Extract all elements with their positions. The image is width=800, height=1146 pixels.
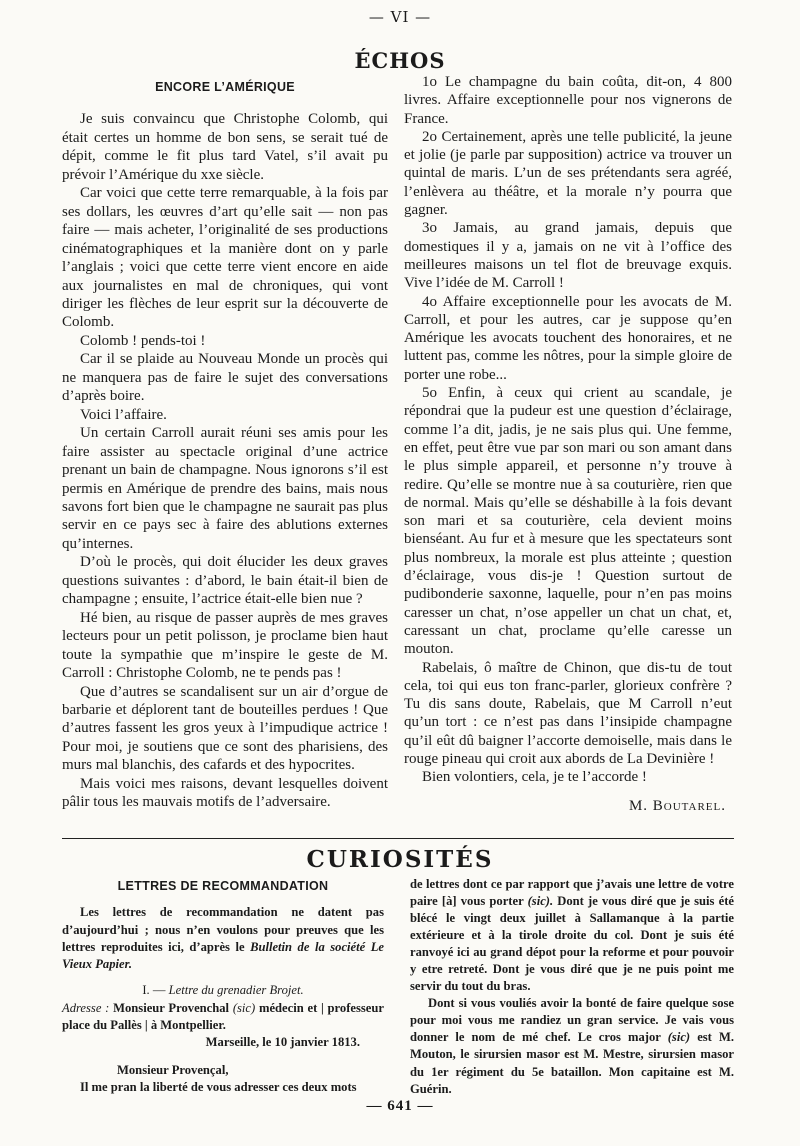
article-subtitle: LETTRES DE RECOMMANDATION [117,879,329,893]
paragraph: Mais voici mes raisons, devant lesquelles doivent pâlir tous les mauvais motifs de l’adversaire. [62,775,388,811]
address-text: médecin et | professeur place du Pallès | à Montpellier. [62,1000,384,1033]
paragraph: 3o Jamais, au grand jamais, depuis que domestiques il y a, jamais on ne vit à l’office des meilleures maisons un tel flot de breuvage exquis. Vive l’idée de M. Carroll ! [404,220,732,292]
letter-text: est M. Mouton, le sirursien masor est M. Mestre, sirursien masor du 1er régiment du 5e bataillon. Mon capitaine est M. Guérin. [410,1030,734,1096]
letter-text: de lettres dont ce par rapport que j’avais une lettre de votre paire [à] vous porter [410,877,734,909]
letter-title: Lettre du grenadier Brojet. [168,983,304,998]
sic-note: (sic) [667,1030,691,1045]
paragraph: Bien volontiers, cela, je te l’accorde ! [422,769,647,786]
paragraph: Car il se plaide au Nouveau Monde un procès qui ne manquera pas de faire le sujet des conversations d’après boire. [62,351,388,405]
paragraph: Un certain Carroll aurait réuni ses amis pour les faire assister au spectacle original d’une actrice prenant un bain de champagne. Nous ignorons s’il est permis en Amérique de prendre des bains, mais nous savons fort bien que le champagne ne saurait pas plus servir en ce pays sec à faire des ablutions externes qu’internes. [62,425,388,552]
letter-heading [62,982,384,999]
paragraph: 4o Affaire exceptionnelle pour les avocats de M. Carroll, et pour les autres, car je suppose qu’en Amérique les avocats touchent des honoraires, et ne luttent pas, comme les nôtres, pour la simple gloire de porter une robe... [404,293,732,383]
sic-note: (sic). [527,894,554,909]
paragraph: 2o Certainement, après une telle publicité, la jeune et jolie (je parle par supposition) actrice va trouver un quintal de maris. L’un de ses prétendants sera agréé, l’enlèvera au théâtre, et la morale n’y pourra que gagner. [404,128,732,219]
letter-paragraph [410,995,734,1097]
address-text: Monsieur Provenchal [109,1000,233,1015]
letter-paragraph [410,876,734,995]
paragraph: Car voici que cette terre remarquable, à la fois par ses dollars, les œuvres d’art qu’elle sait — non pas faire — mais acheter, l’originalité de ses productions cinématographiques et la manière dont on y parle l’anglais ; voici que cette terre vient encore en aide aux journalistes en mal de chroniques, qui vont diriger les flèches de leur esprit sur la découverte de Colomb. [62,185,388,331]
paragraph: 1o Le champagne du bain coûta, dit-on, 4 800 livres. Affaire exceptionnelle pour nos vignerons de France. [404,74,732,127]
letter-address [62,1000,384,1035]
article-subtitle: ENCORE L’AMÉRIQUE [155,80,295,94]
paragraph: Colomb ! pends-toi ! [80,332,206,349]
intro-source: Bulletin de la société Le Vieux Papier. [62,939,384,972]
echos-right-column [404,73,732,815]
author-signature: M. Boutarel. [628,797,726,814]
paragraph: Voici l’affaire. [80,406,167,423]
section-divider [62,838,734,839]
paragraph: Rabelais, ô maître de Chinon, que dis-tu de tout cela, toi qui eus ton franc-parler, glorieux confrère ? Tu dis sans doute, Rabelais, que M Carroll n’eut qu’un tort : ce n’est pas dans l’insipide champagne qu’il eût dû baigner l’accorte demoiselle, mais dans le rouge pineau qui croit aux abords de La Devinière ! [404,659,732,767]
sic-note: (sic) [232,1000,256,1015]
roman-page-number: — VI — [368,8,432,26]
letter-number: I. — [142,983,166,998]
letter-salutation: Monsieur Provençal, [117,1062,229,1077]
curiosites-section-title: CURIOSITÉS [306,846,494,873]
paragraph: 5o Enfin, à ceux qui crient au scandale, je répondrai que la pudeur est une question d’éclairage, comme l’a dit, jadis, je ne sais plus qui. Une femme, en effet, peut être vue par son mari ou son amant dans le plus simple appareil, et personne n’y trouve à redire. Qu’elle se montre nue à sa couturière, rien que de normal. Mais qu’elle se déshabille à la fois devant son mari et sa couturière, cela devient moins bienséant. Au fur et à mesure que les spectateurs sont plus nombreux, la morale est plus atteinte ; question d’éclairage, vous dis-je ! Question surtout de pudibonderie saxonne, laquelle, pour n’en pas moins caresser un chat, n’ose appeller un chat un chat, et, caressant un chat, proclame qu’elle caresse un mouton. [404,385,732,658]
paragraph: Je suis convaincu que Christophe Colomb, qui était certes un homme de bon sens, se serait tué de dépit, comme le fit plus tard Vatel, s’il avait pu prévoir l’Amérique du xxe siècle. [62,111,388,183]
page-number: — 641 — [366,1098,434,1114]
curiosites-left-column [62,878,384,1096]
curiosites-right-column [410,876,734,1098]
paragraph: D’où le procès, qui doit élucider les deux graves questions suivantes : d’abord, le bain était-il bien de champagne ; ensuite, l’actrice était-elle bien nue ? [62,554,388,608]
echos-left-column [62,78,388,812]
paragraph: Hé bien, au risque de passer auprès de mes graves lecteurs pour un petit polisson, je proclame bien haut toute la sympathie que m’inspire le geste de M. Carroll : Christophe Colomb, ne te pends pas ! [62,609,388,682]
intro-text: Les lettres de recommandation ne datent pas d’aujourd’hui ; nous n’en voulons pour preuves que les lettres reproduites ici, d’après le [62,905,384,954]
paragraph: Que d’autres se scandalisent sur un air d’orgue de barbarie et déplorent tant de bouteilles perdues ! Que d’autres fassent les gros yeux à l’impudique actrice ! Pour moi, je soutiens que ce sont des pharisiens, des murs mal blanchis, des cafards et des hypocrites. [62,683,388,774]
intro-paragraph [62,904,384,973]
letter-text: Dont si vous vouliés avoir la bonté de faire quelque sose pour moi vous me randiez un gran service. Je vais vous donner le nom de mé chef. Le cros major [410,996,734,1045]
address-label: Adresse : [62,1000,110,1015]
letter-opening: Il me pran la liberté de vous adresser ces deux mots [80,1079,357,1094]
letter-text: Dont je vous diré que je suis été blécé le vingt deux juillet à Sallamanque à la partie extérieure et à la tirole droite du col. Dont je suis été ranvoyé ici au grand dépot pour la reforme et pour pouvoir y etre retreté. Dont je vous diré que je ne puis point me servir du tout du bras. [410,894,734,994]
echos-section-title: ÉCHOS [354,48,446,73]
letter-date: Marseille, le 10 janvier 1813. [205,1035,360,1050]
